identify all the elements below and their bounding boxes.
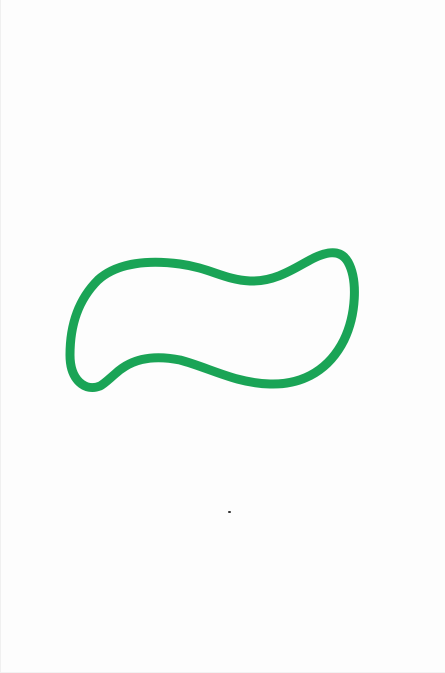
squiggle-shape	[70, 253, 354, 388]
print-speck	[228, 511, 231, 513]
